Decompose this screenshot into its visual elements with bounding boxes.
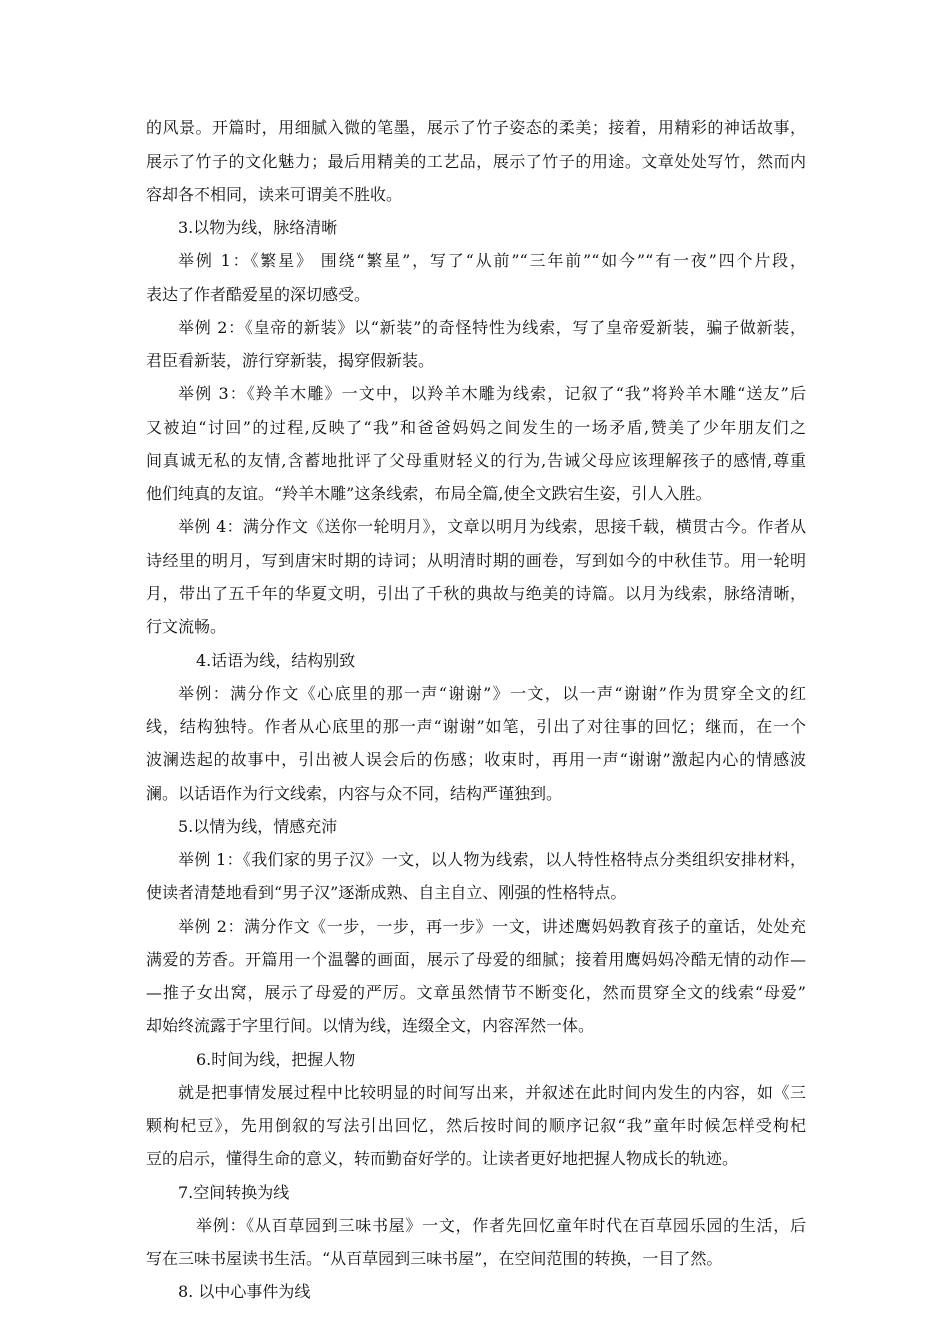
text-line: 月，带出了五千年的华夏文明，引出了千秋的典故与绝美的诗篇。以月为线索，脉络清晰，	[146, 584, 806, 603]
text-line: 举例 1：《繁星》 围绕“繁星”，写了“从前”“三年前”“如今”“有一夜”四个片段，	[178, 251, 806, 270]
text-line: 写在三味书屋读书生活。“从百草园到三味书屋”，在空间范围的转换，一目了然。	[146, 1249, 723, 1268]
text-line: 举例 3：《羚羊木雕》一文中，以羚羊木雕为线索，记叙了“我”将羚羊木雕“送友”后	[178, 384, 806, 403]
text-line: 举例 2：《皇帝的新装》以“新装”的奇怪特性为线索，写了皇帝爱新装，骗子做新装，	[178, 318, 806, 337]
section-heading: 4.话语为线，结构别致	[196, 651, 356, 670]
text-line: 使读者清楚地看到“男子汉”逐渐成熟、自主自立、刚强的性格特点。	[146, 883, 627, 902]
text-line: 满爱的芳香。开篇用一个温馨的画面，展示了母爱的细腻；接着用鹰妈妈冷酷无情的动作—	[146, 950, 806, 969]
text-line: 举例：满分作文《心底里的那一声“谢谢”》一文，以一声“谢谢”作为贯穿全文的红	[178, 684, 806, 703]
text-line: 举例 1：《我们家的男子汉》一文，以人物为线索，以人特性格特点分类组织安排材料，	[178, 850, 806, 869]
text-line: 举例 4：满分作文《送你一轮明月》，文章以明月为线索，思接千载，横贯古今。作者从	[178, 517, 806, 536]
text-line: 又被迫“讨回”的过程,反映了“我”和爸爸妈妈之间发生的一场矛盾,赞美了少年朋友们之	[146, 418, 806, 437]
text-line: 诗经里的明月，写到唐宋时期的诗词；从明清时期的画卷，写到如今的中秋佳节。用一轮明	[146, 551, 806, 570]
text-line: 颗枸杞豆》，先用倒叙的写法引出回忆，然后按时间的顺序记叙“我”童年时候怎样受枸杞	[146, 1116, 806, 1135]
text-line: 的风景。开篇时，用细腻入微的笔墨，展示了竹子姿态的柔美；接着，用精彩的神话故事，	[146, 118, 806, 137]
text-line: 行文流畅。	[146, 617, 227, 636]
text-line: 澜。以话语作为行文线索，内容与众不同，结构严谨独到。	[146, 784, 563, 803]
text-line: 君臣看新装，游行穿新装，揭穿假新装。	[146, 351, 435, 370]
text-line: 间真诚无私的友情,含蓄地批评了父母重财轻义的行为,告诫父母应该理解孩子的感情,尊重	[146, 451, 806, 470]
section-heading: 8. 以中心事件为线	[178, 1282, 311, 1301]
text-line: —推子女出窝，展示了母爱的严厉。文章虽然情节不断变化，然而贯穿全文的线索“母爱”	[146, 983, 806, 1002]
section-heading: 6.时间为线，把握人物	[196, 1050, 356, 1069]
text-line: 波澜迭起的故事中，引出被人误会后的伤感；收束时，再用一声“谢谢”激起内心的情感波	[146, 750, 806, 769]
text-line: 表达了作者酷爱星的深切感受。	[146, 285, 371, 304]
section-heading: 7.空间转换为线	[178, 1183, 290, 1202]
text-line: 线，结构独特。作者从心底里的那一声“谢谢”如笔，引出了对往事的回忆；继而，在一个	[146, 717, 806, 736]
text-line: 却始终流露于字里行间。以情为线，连缀全文，内容浑然一体。	[146, 1016, 595, 1035]
text-line: 举例 2：满分作文《一步，一步，再一步》一文，讲述鹰妈妈教育孩子的童话，处处充	[178, 917, 806, 936]
text-line: 就是把事情发展过程中比较明显的时间写出来，并叙述在此时间内发生的内容，如《三	[178, 1083, 806, 1102]
section-heading: 3.以物为线，脉络清晰	[178, 218, 338, 237]
section-heading: 5.以情为线，情感充沛	[178, 817, 338, 836]
text-line: 容却各不相同，读来可谓美不胜收。	[146, 185, 403, 204]
text-line: 他们纯真的友谊。“羚羊木雕”这条线索，布局全篇,使全文跌宕生姿，引人入胜。	[146, 484, 712, 503]
text-line: 举例：《从百草园到三味书屋》一文，作者先回忆童年时代在百草园乐园的生活，后	[196, 1216, 806, 1235]
text-line: 展示了竹子的文化魅力；最后用精美的工艺品，展示了竹子的用途。文章处处写竹，然而内	[146, 152, 806, 171]
text-line: 豆的启示，懂得生命的意义，转而勤奋好学的。让读者更好地把握人物成长的轨迹。	[146, 1149, 739, 1168]
